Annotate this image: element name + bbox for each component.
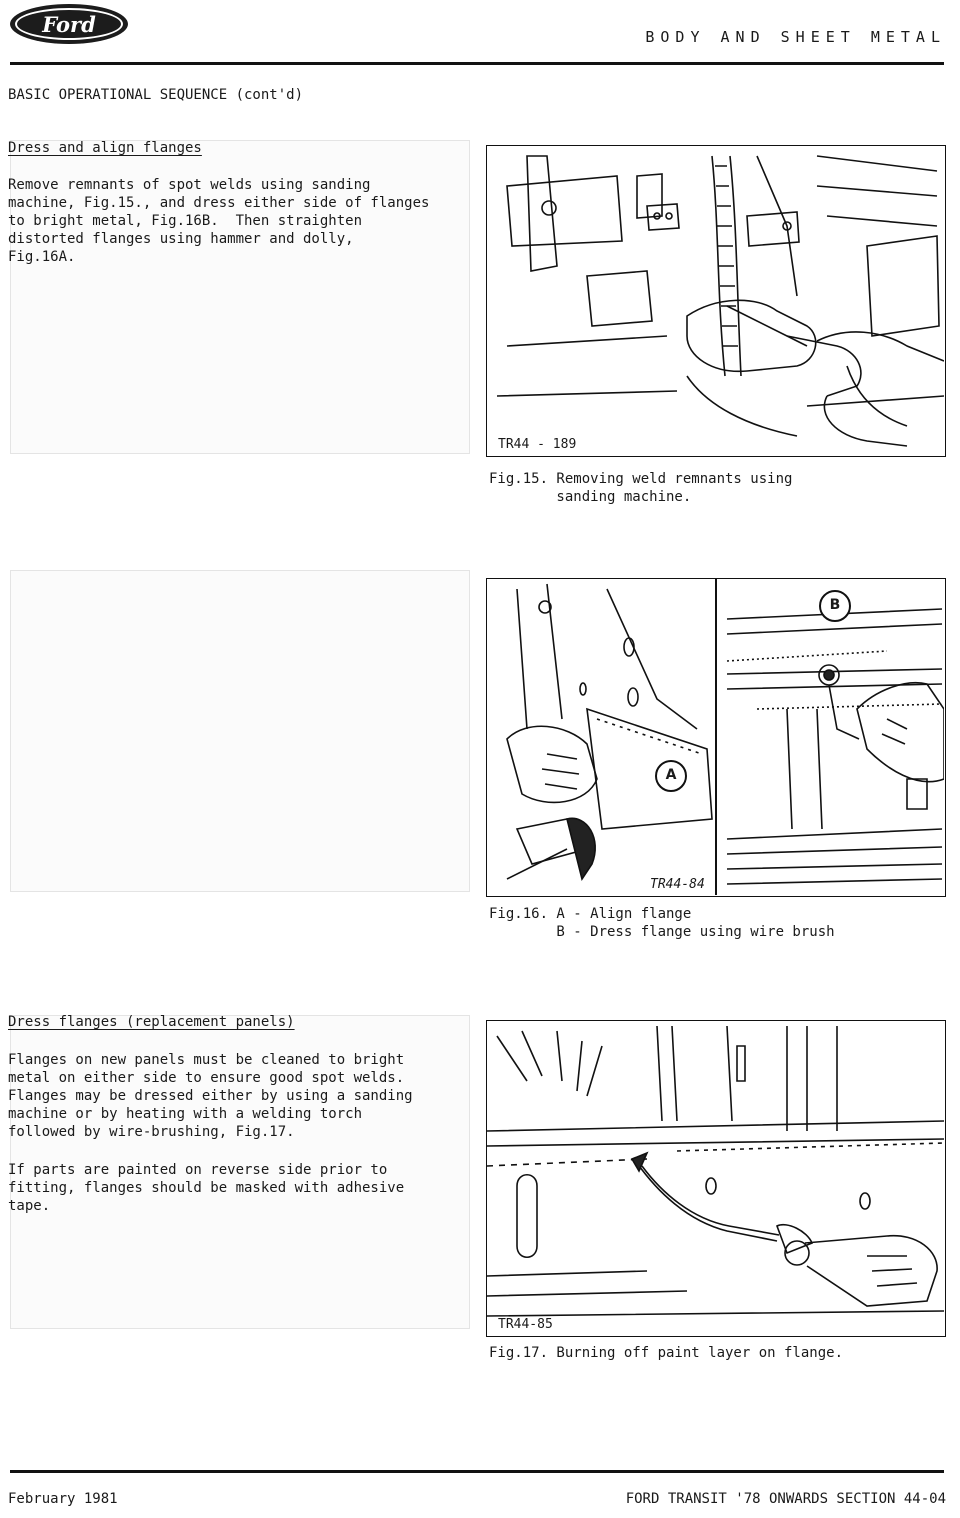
figure-15-ref: TR44 - 189 bbox=[495, 437, 579, 452]
figure-15-caption: Fig.15. Removing weld remnants using sanding machine. bbox=[489, 471, 793, 505]
figure-16-ref: TR44-84 bbox=[647, 877, 708, 892]
header-rule bbox=[10, 62, 944, 65]
section-paragraph: Remove remnants of spot welds using sanding machine, Fig.15., and dress either side of flanges to bright metal, Fig.16B. Then straighten distorted flanges using hammer and dolly, Fig.16A. bbox=[8, 177, 430, 265]
figure-16-caption: Fig.16. A - Align flange B - Dress flange using wire brush bbox=[489, 906, 835, 940]
figure-16-label-b: B bbox=[829, 597, 841, 613]
figure-17-illustration bbox=[486, 1020, 946, 1337]
section-heading: Dress flanges (replacement panels) bbox=[8, 1014, 295, 1030]
section-title: BODY AND SHEET METAL bbox=[645, 28, 946, 46]
figure-15-illustration bbox=[486, 145, 946, 457]
ford-logo-text: Ford bbox=[15, 8, 123, 40]
figure-16-illustration bbox=[486, 578, 946, 897]
footer-date: February 1981 bbox=[8, 1491, 118, 1507]
figure-16-label-a: A bbox=[665, 767, 677, 783]
footer-rule bbox=[10, 1470, 944, 1473]
bleed-through-ghost bbox=[10, 570, 470, 892]
section-paragraph: If parts are painted on reverse side prior to fitting, flanges should be masked with adhesive tape. bbox=[8, 1162, 405, 1214]
figure-17-ref: TR44-85 bbox=[495, 1317, 556, 1332]
section-paragraph: Flanges on new panels must be cleaned to bright metal on either side to ensure good spot welds. Flanges may be dressed either by using a sanding machine or by heating with a welding torch followed by wire-brushing, Fig.17. bbox=[8, 1052, 413, 1140]
ford-logo bbox=[10, 4, 128, 44]
figure-17-caption: Fig.17. Burning off paint layer on flange. bbox=[489, 1345, 844, 1361]
section-heading: Dress and align flanges bbox=[8, 140, 202, 156]
footer-doc-ref: FORD TRANSIT '78 ONWARDS SECTION 44-04 bbox=[625, 1491, 946, 1507]
page-heading: BASIC OPERATIONAL SEQUENCE (cont'd) bbox=[8, 87, 304, 103]
